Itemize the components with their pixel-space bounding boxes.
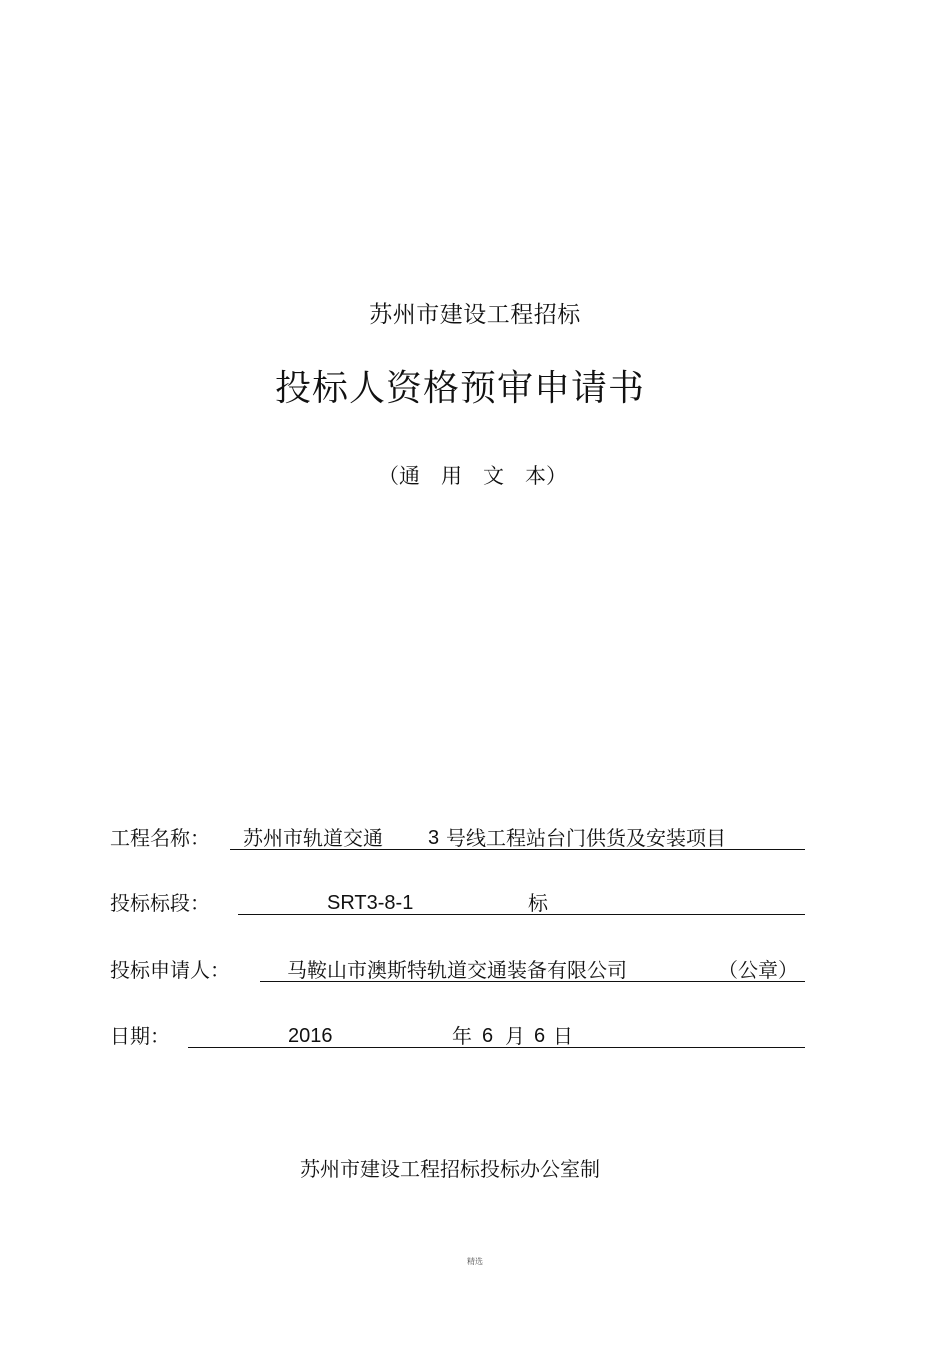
date-month: 6 — [482, 1025, 494, 1047]
date-year: 2016 — [288, 1025, 333, 1047]
date-month-unit: 月 — [505, 1024, 525, 1048]
bid-section-suffix: 标 — [528, 891, 548, 915]
applicant-label: 投标申请人： — [110, 958, 230, 982]
applicant-value: 马鞍山市澳斯特轨道交通装备有限公司 — [287, 958, 627, 982]
project-name-value-suffix: 号线工程站台门供货及安装项目 — [446, 826, 726, 850]
date-year-unit: 年 — [452, 1024, 472, 1048]
applicant-seal-note: （公章） — [718, 958, 798, 982]
edition-note: （通 用 文 本） — [378, 464, 567, 488]
footer-mark: 精选 — [467, 1257, 483, 1266]
date-day-unit: 日 — [553, 1024, 573, 1048]
project-name-value-number: 3 — [428, 827, 440, 849]
date-label: 日期： — [110, 1024, 170, 1048]
date-day: 6 — [534, 1025, 546, 1047]
project-name-label: 工程名称： — [110, 826, 210, 850]
bid-section-value: SRT3-8-1 — [327, 892, 414, 914]
project-name-value-prefix: 苏州市轨道交通 — [243, 826, 383, 850]
bid-section-underline — [238, 914, 805, 915]
document-subtitle: 苏州市建设工程招标 — [369, 302, 581, 328]
document-title: 投标人资格预审申请书 — [274, 368, 645, 409]
date-underline — [188, 1047, 805, 1048]
bid-section-label: 投标标段： — [110, 891, 210, 915]
issuer-line: 苏州市建设工程招标投标办公室制 — [300, 1157, 600, 1181]
